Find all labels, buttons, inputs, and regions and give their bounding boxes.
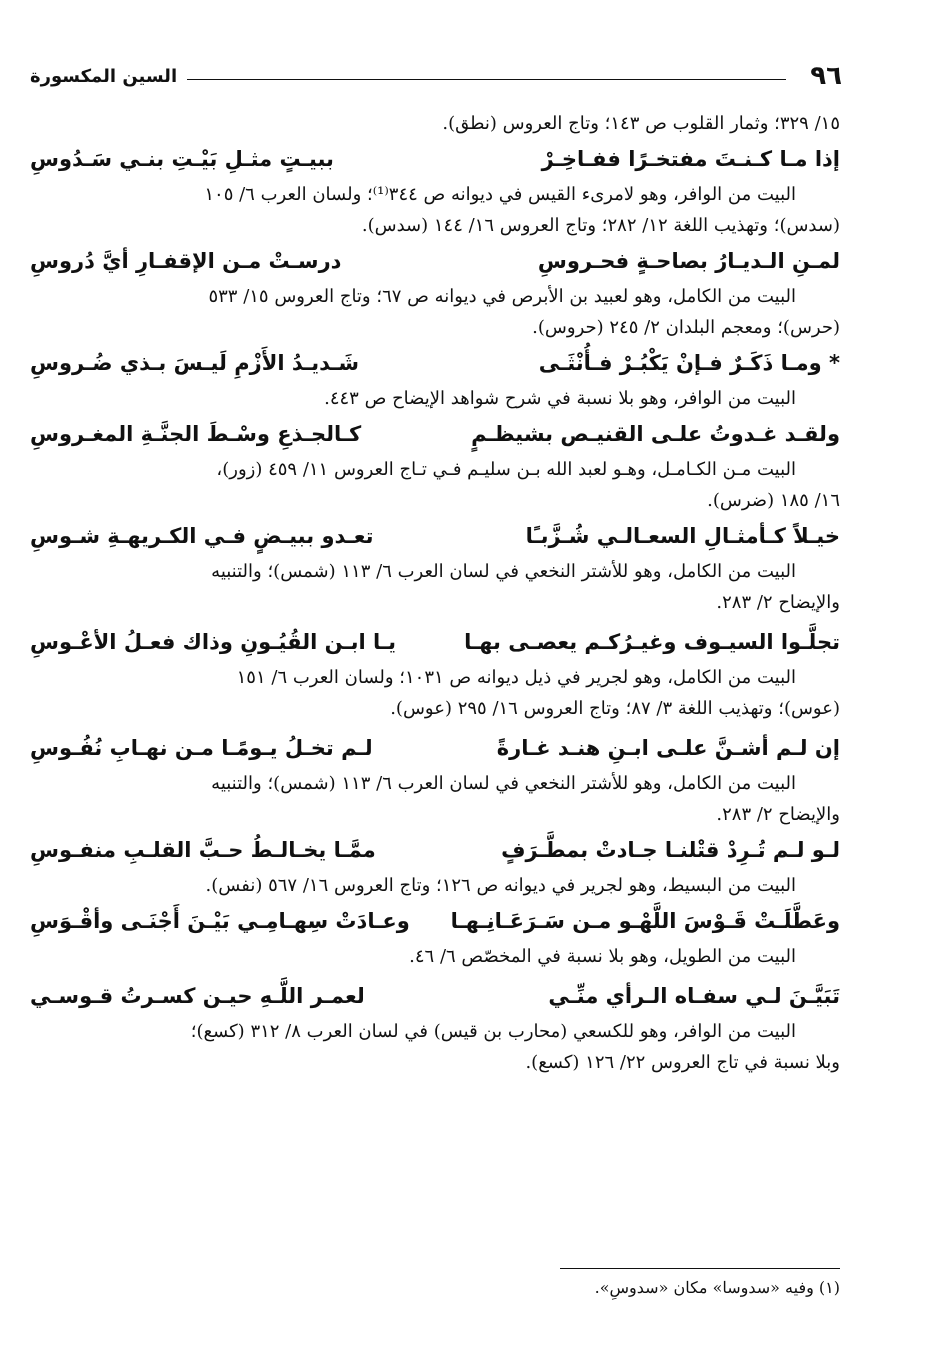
note-line: البيت من الوافر، وهو للكسعي (محارب بن قيس) في لسان العرب ٨/ ٣١٢ (كسع)؛ — [190, 1021, 796, 1042]
first-hemistich: لمـنِ الـديـارُ بصاحـةٍ فحـروسِ — [537, 249, 840, 273]
first-hemistich: إذا مـا كـنـتَ مفتخـرًا ففـاخِـرْ — [541, 147, 840, 171]
note-line: البيت من الكامل، وهو لجرير في ذيل ديوانه ص ١٠٣١؛ ولسان العرب ٦/ ١٥١ — [236, 667, 796, 688]
note-line: والإيضاح ٢/ ٢٨٣. — [716, 592, 840, 613]
note-line: وبلا نسبة في تاج العروس ٢٢/ ١٢٦ (كسع). — [525, 1052, 840, 1073]
verse-line — [30, 901, 840, 941]
first-hemistich: وعَطَّلَـتْ قَـوْسَ اللَّهْـو مـن سَـرَعَـانِـهـا — [450, 909, 840, 933]
verse-entry — [30, 622, 840, 724]
verse-line — [30, 343, 840, 383]
note-line: ١٦/ ١٨٥ (ضرس). — [707, 490, 840, 511]
verse-entry — [30, 728, 840, 830]
note-line: البيت من الكامل، وهو للأشتر النخعي في لسان العرب ٦/ ١١٣ (شمس)؛ والتنبيه — [211, 561, 796, 582]
first-hemistich: لـو لـم تُـرِدْ قتْلنـا جـادتْ بمطَّـرَفٍ — [501, 838, 840, 862]
note-line: البيت مـن الكـامـل، وهـو لعبد الله بـن سليـم فـي تـاج العروس ١١/ ٤٥٩ (زور)، — [216, 459, 796, 480]
second-hemistich: يـا ابـن القُيُـونِ وذاك فعـلُ الأعْـوسِ — [30, 630, 397, 654]
note-line: البيت من الكامل، وهو لعبيد بن الأبرص في ديوانه ص ٦٧؛ وتاج العروس ١٥/ ٥٣٣ — [208, 286, 796, 307]
running-title: السين المكسورة — [30, 65, 178, 87]
page-number: ٩٦ — [810, 61, 842, 91]
first-hemistich: ولقـد غـدوتُ علـى القنيـص بشيظـمٍ — [471, 422, 840, 446]
note-line: ١٥/ ٣٢٩؛ وثمار القلوب ص ١٤٣؛ وتاج العروس (نطق). — [442, 113, 840, 134]
note-line: البيت من الكامل، وهو للأشتر النخعي في لسان العرب ٦/ ١١٣ (شمس)؛ والتنبيه — [211, 773, 796, 794]
note-line: (سدس)؛ وتهذيب اللغة ١٢/ ٢٨٢؛ وتاج العروس ١٦/ ١٤٤ (سدس). — [361, 215, 840, 236]
verse-line — [30, 830, 840, 870]
verse-entry — [30, 976, 840, 1078]
note-line: والإيضاح ٢/ ٢٨٣. — [716, 804, 840, 825]
second-hemistich: وعـادَتْ سِهـامِـي بَيْـنَ أَجْنَـى وأقْـوَسِ — [30, 909, 410, 933]
verse-line — [30, 728, 840, 768]
entry-continuation — [30, 108, 840, 139]
verse-entry — [30, 241, 840, 343]
footnote-rule — [560, 1268, 840, 1269]
verse-entry — [30, 414, 840, 516]
verse-entry — [30, 901, 840, 972]
first-hemistich: إن لـم أشـنَّ علـى ابـنِ هنـد غـارةً — [496, 736, 840, 760]
second-hemistich: درسـتْ مـن الإقفـارِ أيَّ دُروسِ — [30, 249, 342, 273]
first-hemistich: خيـلاً كـأمثـالِ السعـالـي شُـزَّبـًا — [525, 524, 840, 548]
verse-line — [30, 516, 840, 556]
verse-line — [30, 622, 840, 662]
header-rule — [187, 79, 786, 80]
verse-entry — [30, 139, 840, 241]
verse-entry — [30, 830, 840, 901]
second-hemistich: لـم تخـلُ يـومًـا مـن نهـابِ نُفُـوسِ — [30, 736, 373, 760]
note-line: البيت من الوافر، وهو لامرىء القيس في ديوانه ص ٣٤٤⁽¹⁾؛ ولسان العرب ٦/ ١٠٥ — [204, 184, 796, 205]
verse-line — [30, 139, 840, 179]
verse-line — [30, 241, 840, 281]
first-hemistich: تَبَيَّـنَ لـي سفـاه الـرأي منِّـي — [548, 984, 840, 1008]
first-hemistich: * ومـا ذَكَـرٌ فـإنْ يَكْبُـرْ فـأُنْثَـى — [538, 351, 840, 375]
second-hemistich: تعـدو ببيـضٍ فـي الكـريهـةِ شـوسِ — [30, 524, 374, 548]
second-hemistich: ببيـتٍ مثـلِ بَيْـتِ بنـي سَـدُوسِ — [30, 147, 334, 171]
verse-line — [30, 976, 840, 1016]
note-line: (حرس)؛ ومعجم البلدان ٢/ ٢٤٥ (حروس). — [532, 317, 840, 338]
page-body — [30, 108, 840, 1078]
note-line: البيت من الطويل، وهو بلا نسبة في المخصّص ٦/ ٤٦. — [409, 946, 796, 967]
second-hemistich: لعمـر اللَّـهِ حيـن كسـرتُ قـوسـي — [30, 984, 365, 1008]
page-header — [30, 58, 842, 94]
note-line: البيت من البسيط، وهو لجرير في ديوانه ص ١٢٦؛ وتاج العروس ١٦/ ٥٦٧ (نفس). — [205, 875, 796, 896]
footnote: (١) وفيه «سدوسا» مكان «سدوسِ». — [594, 1278, 840, 1297]
verse-entry — [30, 343, 840, 414]
second-hemistich: شَـديـدُ الأَزْمِ لَيـسَ بـذي ضُـروسِ — [30, 351, 360, 375]
second-hemistich: كـالجـذعِ وسْـطَ الجنَّـةِ المغـروسِ — [30, 422, 362, 446]
note-line: البيت من الوافر، وهو بلا نسبة في شرح شواهد الإيضاح ص ٤٤٣. — [324, 388, 796, 409]
first-hemistich: تجلَّـوا السيـوف وغيـرُكـم يعصـى بهـا — [464, 630, 840, 654]
verse-line — [30, 414, 840, 454]
note-line: (عوس)؛ وتهذيب اللغة ٣/ ٨٧؛ وتاج العروس ١٦/ ٢٩٥ (عوس). — [390, 698, 840, 719]
second-hemistich: ممَّـا يخـالـطُ حـبَّ القلـبِ منفـوسِ — [30, 838, 376, 862]
verse-entry — [30, 516, 840, 618]
